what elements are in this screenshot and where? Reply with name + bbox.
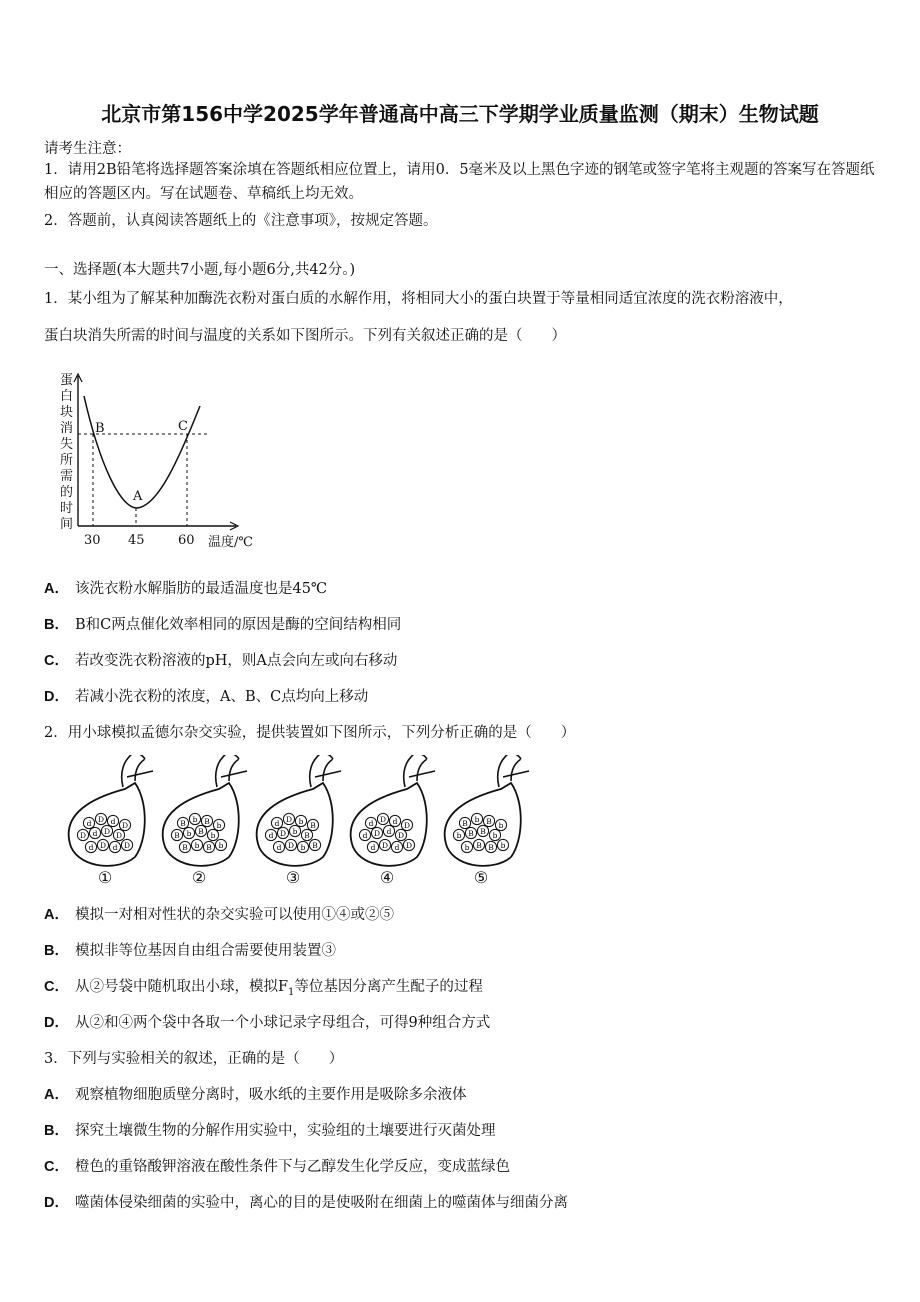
q3-option-a: [44, 1086, 466, 1104]
ball-letter: B: [174, 831, 180, 840]
option-text: 探究土壤微生物的分解作用实验中，实验组的土壤要进行灭菌处理: [74, 1123, 496, 1139]
q1-stem-line1: 1．某小组为了解某种加酶洗衣粉对蛋白质的水解作用，将相同大小的蛋白块置于等量相同适宜浓度的洗衣粉溶液中，: [44, 291, 793, 307]
ball-letter: D: [123, 841, 131, 850]
q2-stem: 2．用小球模拟孟德尔杂交实验，提供装置如下图所示，下列分析正确的是（ ）: [44, 725, 576, 741]
option-label: A．: [44, 907, 69, 923]
y-label-char: 所: [60, 453, 74, 468]
point-b-label: B: [95, 421, 105, 436]
option-text: 若减小洗衣粉的浓度，A、B、C点均向上移动: [74, 689, 369, 705]
ball-letter: B: [462, 819, 468, 828]
ball-letter: B: [204, 817, 210, 826]
ball-letter: D: [285, 815, 293, 824]
ball-letter: b: [300, 843, 306, 852]
y-label-char: 间: [60, 517, 74, 532]
ball-letter: d: [362, 831, 368, 840]
option-text: 噬菌体侵染细菌的实验中，离心的目的是使吸附在细菌上的噬菌体与细菌分离: [74, 1195, 568, 1211]
ball-letter: D: [97, 815, 105, 824]
ball-letter: d: [86, 819, 92, 828]
option-text: 该洗衣粉水解脂肪的最适温度也是45℃: [74, 581, 328, 597]
ball-letter: d: [392, 817, 398, 826]
ball-letter: D: [115, 831, 123, 840]
ball-letter: b: [216, 821, 222, 830]
notice-heading: 请考生注意：: [44, 141, 131, 157]
y-label-char: 蛋: [60, 373, 74, 388]
ball-letter: B: [198, 827, 204, 836]
q1-option-a: [44, 580, 327, 598]
x-axis-label: 温度/℃: [208, 535, 253, 550]
option-label: C．: [44, 979, 69, 995]
option-label: A．: [44, 1087, 69, 1103]
page-title: 北京市第156中学2025学年普通高中高三下学期学业质量监测（期末）生物试题: [101, 102, 819, 126]
bag-1: [69, 755, 153, 887]
ball-letter: d: [386, 827, 392, 836]
q2-option-d: [44, 1014, 490, 1032]
ball-letter: B: [206, 843, 212, 852]
ball-letter: B: [180, 819, 186, 828]
tick-30: 30: [84, 533, 101, 548]
y-label-char: 失: [60, 437, 74, 452]
option-label: C．: [44, 653, 69, 669]
q1-option-c: [44, 652, 397, 670]
point-c-label: C: [178, 419, 188, 434]
point-a-label: A: [133, 489, 143, 504]
y-label-char: 时: [60, 501, 74, 516]
bag-tie: [310, 755, 341, 787]
ball-letter: d: [112, 843, 118, 852]
ball-letter: D: [405, 841, 413, 850]
ball-letter: D: [379, 815, 387, 824]
ball-letter: b: [492, 831, 498, 840]
option-label: D．: [44, 689, 69, 705]
bag-tie: [498, 755, 529, 787]
subscript: 1: [288, 986, 295, 998]
option-text: 橙色的重铬酸钾溶液在酸性条件下与乙醇发生化学反应，变成蓝绿色: [74, 1159, 510, 1175]
q3-option-b: [44, 1122, 495, 1140]
bag-body: [257, 783, 333, 866]
option-text: 模拟非等位基因自由组合需要使用装置③: [74, 943, 336, 959]
bag-label: ④: [379, 868, 395, 887]
option-text: 从②和④两个袋中各取一个小球记录字母组合，可得9种组合方式: [74, 1015, 491, 1031]
bag-4: [351, 755, 435, 887]
ball-letter: d: [110, 817, 116, 826]
ball-letter: d: [274, 819, 280, 828]
option-text: 观察植物细胞质壁分离时，吸水纸的主要作用是吸除多余液体: [74, 1087, 467, 1103]
tick-45: 45: [128, 533, 145, 548]
ball-letter: b: [194, 841, 200, 850]
option-label: D．: [44, 1195, 69, 1211]
ball-letter: d: [394, 843, 400, 852]
ball-letter: D: [279, 829, 287, 838]
q2-bags-figure: [60, 755, 550, 890]
option-label: C．: [44, 1159, 69, 1175]
ball-letter: B: [182, 843, 188, 852]
option-text: B和C两点催化效率相同的原因是酶的空间结构相同: [74, 617, 402, 633]
bag-tie: [404, 755, 435, 787]
ball-letter: b: [210, 831, 216, 840]
bag-tie: [122, 755, 153, 787]
option-text: 模拟一对相对性状的杂交实验可以使用①④或②⑤: [74, 907, 394, 923]
y-label-char: 块: [60, 405, 74, 420]
y-axis-label: [60, 373, 73, 532]
ball-letter: D: [287, 841, 295, 850]
y-label-char: 白: [60, 389, 74, 404]
bag-body: [69, 783, 145, 866]
ball-letter: D: [99, 841, 107, 850]
ball-letter: D: [121, 821, 129, 830]
ball-letter: b: [456, 831, 462, 840]
ball-letter: b: [298, 817, 304, 826]
bag-tie: [216, 755, 247, 787]
ball-letter: d: [370, 843, 376, 852]
ball-letter: b: [192, 815, 198, 824]
option-label: B．: [44, 617, 69, 633]
section-heading: 一、选择题(本大题共7小题,每小题6分,共42分。): [44, 262, 356, 278]
option-text: 等位基因分离产生配子的过程: [294, 979, 483, 995]
ball-letter: B: [312, 841, 318, 850]
q2-option-b: [44, 942, 336, 960]
q1-graph: [40, 366, 280, 556]
ball-letter: B: [468, 829, 474, 838]
ball-letter: b: [500, 841, 506, 850]
y-label-char: 需: [60, 469, 74, 484]
ball-letter: D: [103, 827, 111, 836]
ball-letter: B: [304, 831, 310, 840]
option-label: A．: [44, 581, 69, 597]
q1-option-b: [44, 616, 401, 634]
notice-item-1: 1．请用2B铅笔将选择题答案涂填在答题纸相应位置上，请用0．5毫米及以上黑色字迹的钢笔或签字笔将主观题的答案写在答题纸相应的答题区内。写在试题卷、草稿纸上均无效。: [44, 162, 875, 202]
ball-letter: D: [79, 831, 87, 840]
bag-body: [445, 783, 521, 866]
bag-2: [163, 755, 247, 887]
ball-letter: d: [268, 831, 274, 840]
option-label: B．: [44, 943, 69, 959]
ball-letter: D: [373, 829, 381, 838]
ball-letter: B: [486, 817, 492, 826]
q2-option-c: [44, 978, 483, 1002]
option-text: 从②号袋中随机取出小球，模拟F: [74, 979, 289, 995]
option-text: 若改变洗衣粉溶液的pH，则A点会向左或向右移动: [74, 653, 398, 669]
ball-letter: b: [292, 827, 298, 836]
bag-label: ③: [285, 868, 301, 887]
q1-option-d: [44, 688, 368, 706]
option-label: B．: [44, 1123, 69, 1139]
bag-5: [445, 755, 529, 887]
y-label-char: 消: [60, 421, 74, 436]
option-label: D．: [44, 1015, 69, 1031]
ball-letter: d: [88, 843, 94, 852]
tick-60: 60: [178, 533, 195, 548]
bag-body: [163, 783, 239, 866]
ball-letter: d: [276, 843, 282, 852]
notice-item-2: 2．答题前，认真阅读答题纸上的《注意事项》，按规定答题。: [44, 213, 438, 229]
ball-letter: b: [498, 821, 504, 830]
q3-option-d: [44, 1194, 568, 1212]
ball-letter: D: [397, 831, 405, 840]
ball-letter: D: [381, 841, 389, 850]
q1-stem-line2: 蛋白块消失所需的时间与温度的关系如下图所示。下列有关叙述正确的是（ ）: [44, 328, 566, 344]
ball-letter: b: [218, 841, 224, 850]
ball-letter: B: [476, 841, 482, 850]
bag-3: [257, 755, 341, 887]
bag-label: ①: [97, 868, 113, 887]
ball-letter: d: [368, 819, 374, 828]
y-label-char: 的: [60, 485, 74, 500]
q3-option-c: [44, 1158, 510, 1176]
q2-option-a: [44, 906, 394, 924]
bag-label: ⑤: [473, 868, 489, 887]
ball-letter: D: [403, 821, 411, 830]
ball-letter: b: [474, 815, 480, 824]
ball-letter: b: [464, 843, 470, 852]
ball-letter: B: [480, 827, 486, 836]
bag-label: ②: [191, 868, 207, 887]
ball-letter: B: [310, 821, 316, 830]
q3-stem: 3．下列与实验相关的叙述，正确的是（ ）: [44, 1051, 344, 1067]
ball-letter: B: [488, 843, 494, 852]
bag-body: [351, 783, 427, 866]
ball-letter: d: [92, 829, 98, 838]
ball-letter: b: [186, 829, 192, 838]
